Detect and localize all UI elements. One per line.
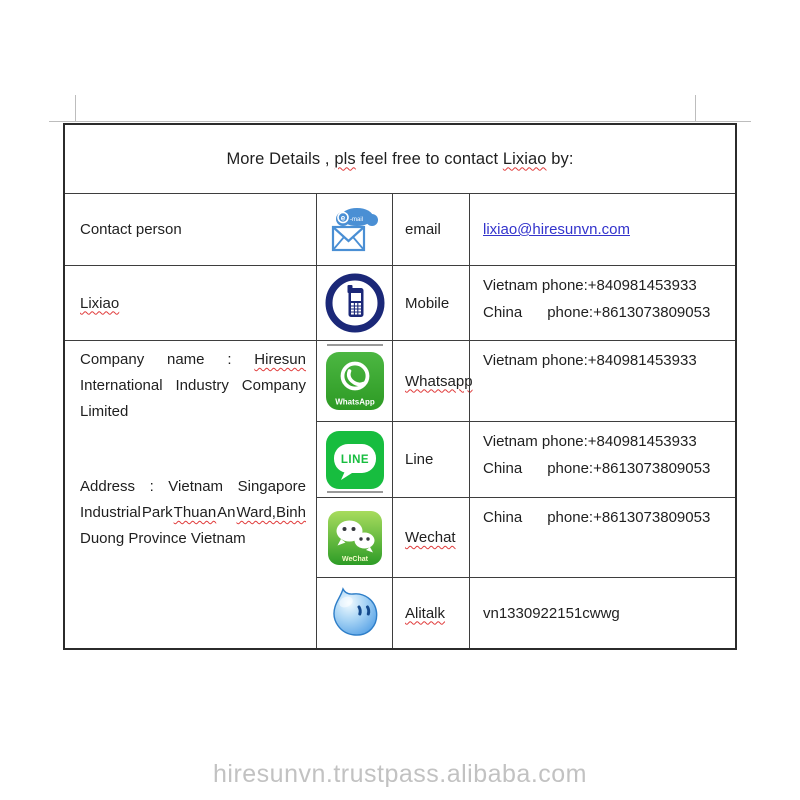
contact-name-cell <box>65 265 316 340</box>
whatsapp-icon <box>326 352 384 410</box>
wechat-label: Wechat <box>405 529 456 546</box>
wechat-icon <box>328 511 382 565</box>
wechat-label-cell <box>392 497 469 577</box>
header-text: More Details , pls feel free to contact Lixiao by: <box>226 149 574 168</box>
email-value-cell <box>469 193 735 265</box>
alitalk-icon-cell <box>316 577 392 648</box>
divider-artifact-line <box>327 491 383 493</box>
email-icon-cell <box>316 193 392 265</box>
mobile-label-cell <box>392 265 469 340</box>
crop-mark-right <box>695 95 696 122</box>
svg-text:-mail: -mail <box>349 217 363 223</box>
svg-text:WeChat: WeChat <box>341 555 368 563</box>
mobile-icon <box>324 272 386 334</box>
company-name-paragraph: Company name : Hiresun International Industry Company Limited <box>80 351 306 420</box>
contact-person-cell <box>65 193 316 265</box>
mobile-vietnam-phone: Vietnam phone:+840981453933 <box>483 277 697 294</box>
email-icon <box>330 206 380 253</box>
alitalk-label-cell <box>392 577 469 648</box>
crop-mark-left <box>75 95 76 122</box>
email-label: email <box>405 221 441 238</box>
company-address-cell <box>65 340 316 648</box>
margin-guide-line <box>49 121 751 122</box>
address-paragraph: Address : Vietnam Singapore Industrial Park Thuan An Ward,Binh Duong Province Vietnam <box>80 478 306 547</box>
whatsapp-value-cell <box>469 340 735 421</box>
contact-table <box>63 123 737 650</box>
trustpass-watermark: hiresunvn.trustpass.alibaba.com <box>212 760 588 788</box>
email-link[interactable]: lixiao@hiresunvn.com <box>483 221 630 238</box>
alitalk-label: Alitalk <box>405 604 446 622</box>
line-value-cell <box>469 421 735 497</box>
svg-text:LINE: LINE <box>340 453 369 466</box>
line-vietnam-phone: Vietnam phone:+840981453933 <box>483 433 697 450</box>
line-label-cell <box>392 421 469 497</box>
whatsapp-vietnam-phone: Vietnam phone:+840981453933 <box>483 352 697 369</box>
svg-text:WhatsApp: WhatsApp <box>334 397 375 407</box>
alitalk-id: vn1330922151cwwg <box>483 604 620 622</box>
line-label: Line <box>405 451 434 468</box>
line-icon <box>326 431 384 489</box>
line-icon-cell <box>316 421 392 497</box>
alitalk-value-cell <box>469 577 735 648</box>
alitalk-icon <box>328 584 382 642</box>
mobile-icon-cell <box>316 265 392 340</box>
divider-artifact-line <box>327 344 383 346</box>
line-china-phone: China phone:+8613073809053 <box>483 460 711 477</box>
mobile-china-phone: China phone:+8613073809053 <box>483 304 711 321</box>
whatsapp-label-cell <box>392 340 473 421</box>
svg-text:e: e <box>340 213 345 223</box>
contact-name: Lixiao <box>80 294 120 312</box>
wechat-icon-cell <box>316 497 392 577</box>
mobile-value-cell <box>469 265 735 340</box>
whatsapp-icon-cell <box>316 340 392 421</box>
whatsapp-label: Whatsapp <box>405 372 473 390</box>
wechat-china-phone: China phone:+8613073809053 <box>483 509 711 526</box>
mobile-label: Mobile <box>405 294 450 312</box>
contact-person-label: Contact person <box>80 221 182 238</box>
wechat-value-cell <box>469 497 735 577</box>
email-label-cell <box>392 193 469 265</box>
table-header-row <box>65 125 735 193</box>
